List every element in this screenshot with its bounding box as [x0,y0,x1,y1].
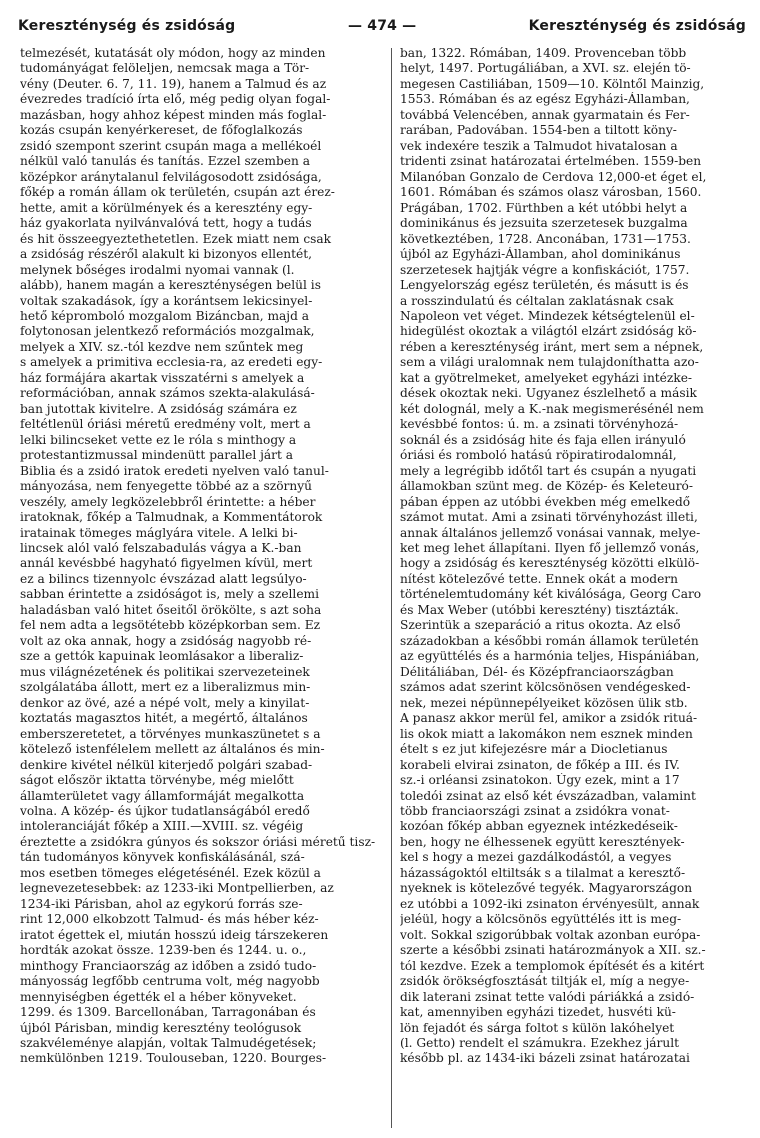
text-line: sem a világi uralomnak nem tulajdoníthatta azo- [400,355,699,370]
text-line: szolgálatába állott, mert ez a liberalizmus min- [20,680,311,695]
running-header [18,18,746,42]
text-line: szakvéleménye alapján, voltak Talmudégetések; [20,1036,317,1050]
text-line: államokban szünt meg. de Közép- és Keleteuró- [400,479,693,494]
text-line: újból Párisban, mindig keresztény teológusok [20,1020,302,1035]
text-line: iratainak tömeges máglyára vitele. A lelki bi- [20,525,298,540]
text-line: nélkül való tanulás és tanítás. Ezzel szemben a [20,154,310,169]
text-line: szerzetesek hajtják végre a konfiskációt, 1757. [400,262,690,277]
text-line: Napoleon vet véget. Mindezek kétségtelenül el- [400,308,695,323]
text-line: voltak szakadások, így a korántsem lekicsinyel- [20,293,313,308]
text-line: számos adat szerint kölcsönösen vendégesked- [400,680,691,695]
text-line: veszély, amely legközelebbről érintette: a héber [20,494,316,509]
text-line: helyt, 1497. Portugáliában, a XVI. sz. elején tö- [400,61,691,76]
text-line: Biblia és a zsidó iratok eredeti nyelven való tanul- [20,463,329,478]
text-line: mennyiségben égették el a héber könyveket. [20,989,297,1004]
text-line: hogy a zsidóság és kereszténység közötti elkülö- [400,556,700,571]
text-line: sabban érintette a zsidóságot is, mely a szellemi [20,587,319,602]
text-line: történelemtudomány két kiválósága, Georg Caro [400,587,702,602]
text-line: 1299. és 1309. Barcellonában, Tarragonában és [20,1005,316,1020]
text-line: melynek bőséges irodalmi nyomai vannak (l. [20,262,295,277]
text-line: nemkülönben 1219. Toulouseban, 1220. Bourges- [20,1051,327,1066]
text-line: később pl. az 1434-iki bázeli zsinat határozatai [400,1051,690,1066]
text-line: lön fejadót és sárga foltot s külön lakóhelyet [400,1020,675,1035]
text-line: hidegülést okoztak a világtól elzárt zsidóság kö- [400,324,697,339]
text-line: volt. Sokkal szigorúbbak voltak azonban európa- [400,927,701,942]
text-line: kat, amennyiben egyházi tizedet, husvéti kü- [400,1005,676,1020]
text-line: mely a legrégibb időtől tart és csupán a nyugati [400,463,697,478]
text-line: dominikánus és jezsuita szerzetesek buzgalma [400,216,688,231]
text-line: ban, 1322. Rómában, 1409. Provenceban több [400,46,687,60]
text-line: nítést kötelezővé tette. Ennek okát a modern [400,571,678,586]
header-right-title: Kereszténység és zsidóság [528,18,746,34]
text-line: haladásban való hitet őseitől örökölte, s azt soha [20,602,322,617]
text-line: folytonosan jelentkező reformációs mozgalmak, [20,324,315,339]
text-line: zsidó szempont szerint csupán maga a mellékoél [20,138,322,153]
text-line: rarában, Padovában. 1554-ben a tiltott köny- [400,123,677,138]
text-line: annál kevésbbé hagyható figyelmen kívül, mert [20,556,313,571]
text-line: szerte a későbbi zsinati határozmányok a XII. sz.- [400,943,706,958]
left-text-column [20,46,384,1131]
text-line: ben, hogy ne élhessenek együtt keresztények- [400,834,685,849]
text-line: reformációban, annak számos szekta-alakulásá- [20,386,315,401]
text-line: az együttélés és a harmónia teljes, Hispániában, [400,649,700,664]
text-line: kötelező istenfélelem mellett az általános és min- [20,742,325,757]
text-line: vény (Deuter. 6. 7, 11. 19), hanem a Talmud és az [20,76,327,91]
text-line: házasságoktól eltiltsák s a tilalmat a keresztő- [400,865,686,880]
text-line: főkép a román állam ok területén, csupán azt érez- [20,185,335,200]
text-line: mányosság legfőbb centruma volt, még nagyobb [20,974,320,989]
text-line: tridenti zsinat határozatai értelmében. 1559-ben [400,154,702,169]
text-line: tán tudományos könyvek konfiskálásánál, szá- [20,850,305,865]
text-line: lelki bilincseket vette ez le róla s minthogy a [20,432,297,447]
text-line: Milanóban Gonzalo de Cerdova 12,000-et éget el, [400,169,707,184]
text-line: kel s hogy a mezei gazdálkodástól, a vegyes [400,850,672,865]
text-line: legnevezetesebbek: az 1233-iki Montpellierben, az [20,881,334,896]
text-line: mazásban, hogy ahhoz képest minden más foglal- [20,107,327,122]
text-line: számot mutat. Ami a zsinati törvényhozást illeti, [400,510,698,525]
text-line: sz.-i orléansi zsinatokon. Úgy ezek, mint a 17 [400,773,680,788]
text-line: annak általános jellemző vonásai vannak, melye- [400,525,701,540]
text-line: kozás csupán kenyérkereset, de főfoglalkozás [20,123,303,138]
text-line: fel nem adta a legsötétebb középkorban sem. Ez [20,618,321,633]
text-line: lis okok miatt a lakomákon nem esznek minden [400,726,693,741]
text-line: alább), hanem magán a kereszténységen belül is [20,278,321,293]
text-line: ház gyakorlata nyilvánvalóvá tett, hogy a tudás [20,216,312,231]
text-line: volna. A közép- és újkor tudatlanságából eredő [20,803,310,818]
text-line: tudományágat felöleljen, nemcsak maga a Tör- [20,61,310,76]
text-line: sze a gettók kapuinak leomlásakor a liberaliz- [20,649,304,664]
text-line: Prágában, 1702. Fürthben a két utóbbi helyt a [400,200,688,215]
text-line: továbbá Velencében, annak gyarmatain és Fer- [400,107,690,122]
text-line: ságot először iktatta törvénybe, még mielőtt [20,773,294,788]
text-line: ket meg lehet állapítani. Ilyen fő jellemző vonás, [400,541,700,555]
text-line: volt az oka annak, hogy a zsidóság nagyobb ré- [20,633,312,648]
text-line: újból az Egyházi-Államban, ahol dominikánus [400,247,681,262]
text-line: ételt s ez jut kifejezésre már a Diocletianus [400,742,668,757]
text-line: soknál és a zsidóság hite és faja ellen irányuló [400,432,686,447]
text-line: rint 12,000 elkobzott Talmud- és más héber kéz- [20,912,319,927]
text-line: és Max Weber (utóbbi keresztény) tisztázták. [400,602,679,617]
text-line: melyek a XIV. sz.-tól kezdve nem szűntek meg [20,339,304,354]
text-line: 1553. Rómában és az egész Egyházi-Államban, [400,92,690,107]
text-line: a rosszindulatú és céltalan zaklatásnak csak [400,293,674,308]
text-line: protestantizmussal mindenütt parallel járt a [20,448,294,463]
text-line: iratot égettek el, miután hosszú ideig társzekeren [20,927,329,942]
text-line: ban jutottak kivitelre. A zsidóság számára ez [20,401,297,416]
text-line: iratoknak, főkép a Talmudnak, a Kommentátorok [20,510,323,525]
text-line: intoleranciáját főkép a XIII.—XVIII. sz. végéig [20,819,304,834]
text-line: emberszeretetet, a törvényes munkaszünetet s a [20,726,321,741]
text-line: s amelyek a primitiva ecclesia-ra, az eredeti egy- [20,355,323,370]
header-left-title: Kereszténység és zsidóság [18,18,236,34]
text-line: államterületet vagy államformáját megalkotta [20,788,305,803]
text-line: 1601. Rómában és számos olasz városban, 1560. [400,185,702,200]
text-line: koztatás magasztos hitét, a megértő, általános [20,711,308,726]
text-line: dések okoztak neki. Ugyanez észlelhető a másik [400,386,697,401]
text-line: tól kezdve. Ezek a templomok építését és a kitért [400,958,705,973]
text-line: Lengyelország egész területén, és másutt is és [400,278,689,293]
text-line: A panasz akkor merül fel, amikor a zsidók rituá- [400,711,698,726]
text-line: és hit összeegyeztethetetlen. Ezek miatt nem csak [20,231,332,246]
text-line: feltétlenül óriási méretű eredmény volt, mert a [20,417,311,432]
text-line: ház formájára akartak visszatérni s amelyek a [20,370,305,385]
page-number: — 474 — [348,18,417,34]
text-line: 1234-iki Párisban, ahol az egykorú forrás sze- [20,896,303,911]
text-line: hette, amit a körülmények és a keresztény egy- [20,200,313,215]
text-line: zsidók örökségfosztását tiltják el, míg a negye- [400,974,690,989]
text-line: telmezését, kutatását oly módon, hogy az minden [20,46,326,60]
text-line: mányozása, nem fenyegette többé az a szörnyű [20,479,312,494]
text-line: századokban a későbbi román államok területén [400,633,699,648]
text-line: vek indexére teszik a Talmudot hivatalosan a [400,138,678,153]
text-line: toledói zsinat az első két évszázadban, valamint [400,788,696,803]
text-line: mos esetben tömeges elégetésénél. Ezek közül a [20,865,321,880]
text-line: évezredes tradíció írta elő, még pedig olyan fogal- [20,92,331,107]
text-line: dik laterani zsinat tette valódi páriákká a zsidó- [400,989,695,1004]
text-line: nyeknek is kötelezővé tegyék. Magyarországon [400,881,693,896]
text-line: kozóan főkép abban egyeznek intézkedéseik- [400,819,678,834]
text-line: pában éppen az utóbbi években még emelkedő [400,494,691,509]
text-line: lincsek alól való felszabadulás vágya a K.-ban [20,541,302,555]
text-line: óriási és romboló hatású röpiratirodalomnál, [400,448,677,463]
text-line: nek, mezei népünnepélyeiket közösen ülik stb. [400,695,688,710]
text-line: mus világnézetének és politikai szervezeteinek [20,664,310,679]
text-line: két dolognál, mely a K.-nak megismerésénél nem [400,401,704,416]
text-line: megesen Castiliában, 1509—10. Kölntől Mainzig, [400,76,705,91]
text-line: hető képromboló mozgalom Bizáncban, majd a [20,308,310,323]
text-line: kevésbbé fontos: ú. m. a zsinati törvényhozá- [400,417,679,432]
text-line: több franciaországi zsinat a zsidókra vonat- [400,803,670,818]
text-line: minthogy Franciaország az időben a zsidó tudo- [20,958,317,973]
text-line: ez a bilincs tizennyolc évszázad alatt legsúlyo- [20,571,307,586]
text-line: korabeli elvirai zsinaton, de főkép a III. és IV. [400,757,680,772]
text-line: denkor az övé, azé a népé volt, mely a kinyilat- [20,695,310,710]
text-line: középkor aránytalanul felvilágosodott zsidósága, [20,169,322,184]
text-line: Szerintük a szeparáció a ritus okozta. Az első [400,618,681,633]
text-line: hordták azokat össze. 1239-ben és 1244. u. o., [20,943,307,958]
text-line: Délitáliában, Dél- és Középfranciaországban [400,664,674,679]
text-line: ez utóbbi a 1092-iki zsinaton érvényesült, annak [400,896,700,911]
text-line: következtében, 1728. Anconában, 1731—1753. [400,231,691,246]
text-line: éreztette a zsidókra gúnyos és sokszor óriási méretű tisz- [20,834,376,849]
text-line: a zsidóság részéről alakult ki bizonyos ellentét, [20,247,313,262]
column-divider [391,48,392,1128]
text-line: rében a kereszténység iránt, mert sem a népnek, [400,339,704,354]
text-line: (l. Getto) rendelt el számukra. Ezekhez járult [400,1036,680,1050]
right-text-column [400,46,756,1131]
text-line: jeléül, hogy a kölcsönös együttélés itt is meg- [400,912,682,927]
text-line: denkire kivétel nélkül kiterjedő polgári szabad- [20,757,313,772]
text-line: kat a gyötrelmeket, amelyeket egyházi intézke- [400,370,693,385]
